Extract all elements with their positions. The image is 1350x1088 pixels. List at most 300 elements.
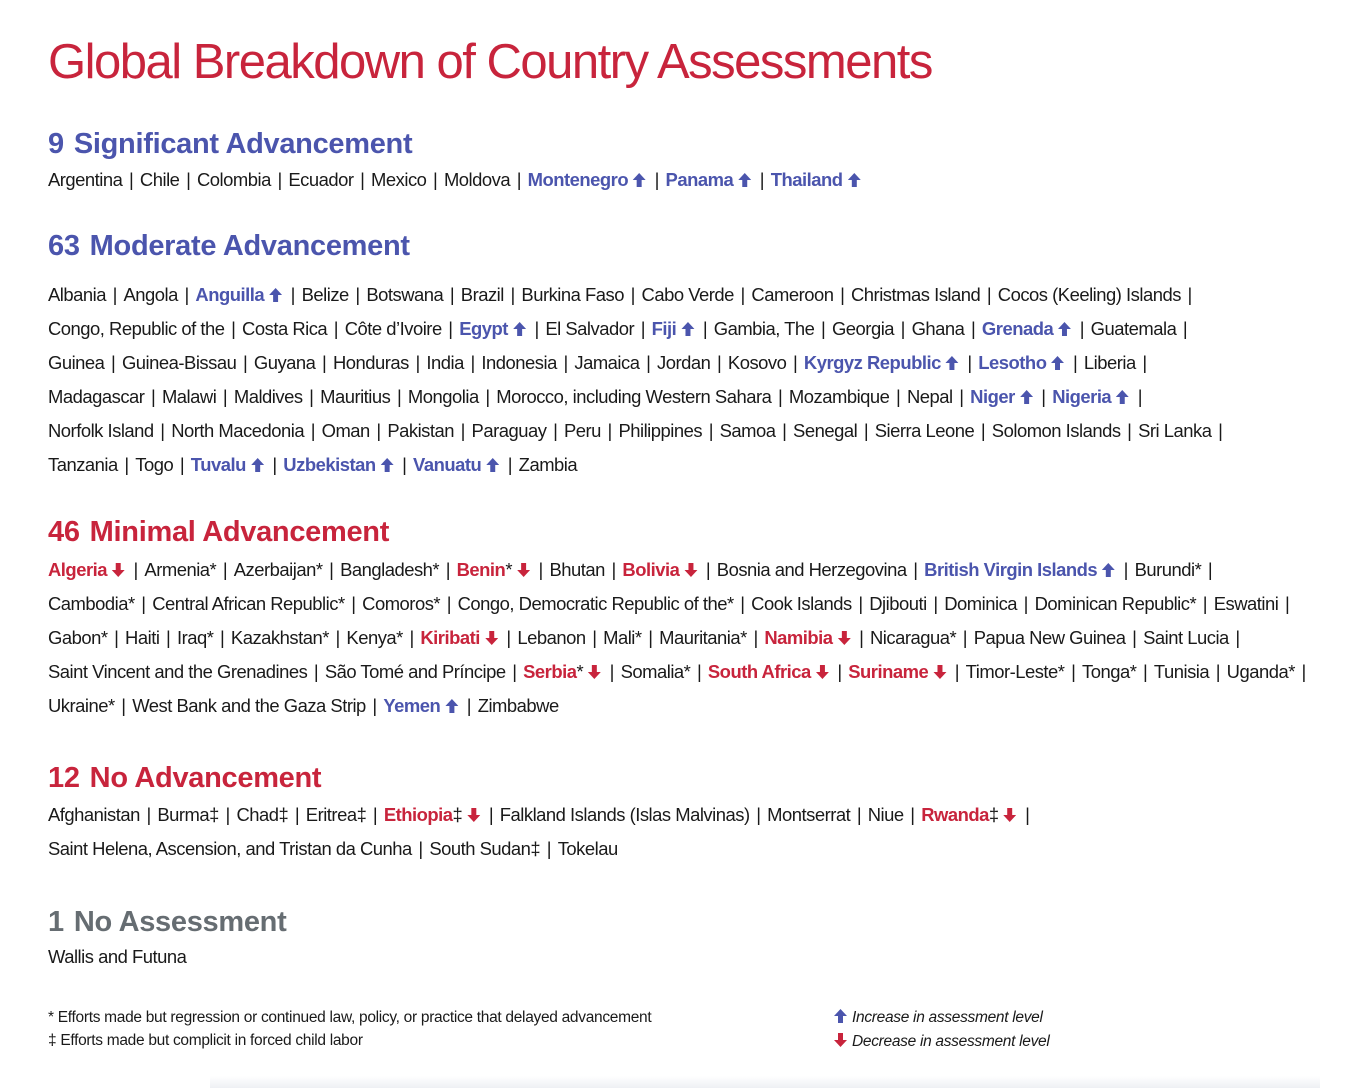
country-item — [618, 420, 702, 441]
country-item — [793, 420, 857, 441]
country-item — [603, 627, 641, 648]
separator: | — [832, 661, 847, 682]
country-name: Angola — [123, 284, 178, 305]
country-name: Panama — [665, 169, 734, 190]
country-name: Liberia — [1083, 352, 1136, 373]
separator: | — [735, 284, 750, 305]
country-item — [234, 386, 303, 407]
separator: | — [735, 593, 750, 614]
country-line — [48, 380, 1313, 414]
country-name: Costa Rica — [242, 318, 328, 339]
separator: | — [267, 454, 282, 475]
separator: | — [835, 284, 850, 305]
country-item — [420, 627, 499, 648]
country-item — [48, 386, 144, 407]
separator: | — [788, 352, 802, 373]
page-title: Global Breakdown of Country Assessments — [48, 35, 932, 89]
separator: | — [1068, 352, 1082, 373]
country-name: Namibia — [764, 627, 833, 648]
country-name: Guinea — [48, 352, 105, 373]
separator: | — [704, 420, 718, 441]
separator: | — [748, 627, 763, 648]
separator: | — [905, 804, 920, 825]
separator: | — [329, 318, 343, 339]
country-line — [48, 163, 1313, 196]
country-mark: ‡ — [988, 804, 999, 825]
country-item — [1035, 593, 1197, 614]
country-item — [1084, 352, 1136, 373]
country-item — [974, 627, 1126, 648]
country-name: Belize — [301, 284, 349, 305]
country-line — [48, 655, 1313, 689]
country-name: Congo, Republic of the — [48, 318, 225, 339]
separator: | — [1133, 386, 1143, 407]
country-name: Madagascar — [48, 386, 145, 407]
separator: | — [751, 804, 766, 825]
country-item — [622, 559, 699, 580]
country-item — [140, 169, 180, 190]
separator: | — [1127, 627, 1142, 648]
country-name: Nigeria — [1052, 386, 1112, 407]
separator: | — [529, 318, 544, 339]
country-name: Guyana — [253, 352, 316, 373]
country-item — [234, 559, 323, 580]
separator: | — [512, 169, 526, 190]
country-item — [48, 318, 225, 339]
country-name: Guatemala — [1090, 318, 1177, 339]
arrow-up-icon — [633, 164, 646, 197]
country-name: Burkina Faso — [521, 284, 625, 305]
country-item — [283, 454, 395, 475]
country-item — [461, 284, 504, 305]
separator: | — [397, 454, 412, 475]
country-item — [944, 593, 1017, 614]
separator: | — [484, 804, 498, 825]
country-item — [346, 627, 402, 648]
arrow-up-icon — [1058, 313, 1071, 347]
country-name: Brazil — [460, 284, 504, 305]
separator: | — [175, 454, 189, 475]
separator: | — [755, 169, 769, 190]
separator: | — [1138, 661, 1152, 682]
separator: | — [692, 661, 706, 682]
country-item — [457, 559, 532, 580]
country-name: Falkland Islands (Islas Malvinas) — [499, 804, 750, 825]
arrow-down-icon — [588, 656, 601, 690]
country-name: Suriname — [848, 661, 929, 682]
separator: | — [1019, 593, 1033, 614]
country-item — [124, 284, 178, 305]
country-name: Tonga* — [1082, 661, 1137, 682]
country-name: Maldives — [233, 386, 303, 407]
country-item — [459, 318, 528, 339]
country-name: Eritrea‡ — [305, 804, 367, 825]
separator: | — [445, 284, 459, 305]
section-count: 1 — [48, 906, 64, 938]
country-item — [771, 169, 863, 190]
separator: | — [853, 593, 868, 614]
separator: | — [650, 169, 664, 190]
separator: | — [350, 284, 365, 305]
country-item — [912, 318, 965, 339]
country-name: Ecuador — [288, 169, 354, 190]
arrow-up-icon — [269, 279, 282, 313]
country-name: Kyrgyz Republic — [803, 352, 941, 373]
arrow-up-icon — [847, 164, 860, 197]
arrow-down-icon — [1004, 799, 1017, 833]
separator: | — [155, 420, 170, 441]
country-name: Cameroon — [751, 284, 834, 305]
country-name: Timor-Leste* — [965, 661, 1065, 682]
country-item — [523, 661, 603, 682]
separator: | — [124, 169, 138, 190]
separator: | — [1213, 420, 1223, 441]
country-name: Tokelau — [557, 838, 618, 859]
country-item — [767, 804, 850, 825]
country-name: Mongolia — [407, 386, 479, 407]
arrow-up-icon — [513, 313, 526, 347]
separator: | — [501, 627, 516, 648]
country-name: Christmas Island — [850, 284, 981, 305]
country-item — [387, 420, 454, 441]
separator: | — [854, 627, 869, 648]
section-label: Minimal Advancement — [89, 516, 390, 548]
country-item — [302, 284, 349, 305]
separator: | — [542, 838, 556, 859]
country-item — [1143, 627, 1229, 648]
country-name: Paraguay — [471, 420, 547, 441]
country-item — [236, 804, 288, 825]
country-name: Nepal — [906, 386, 953, 407]
country-item — [408, 386, 479, 407]
country-item — [306, 804, 367, 825]
country-item — [1138, 420, 1211, 441]
separator: | — [346, 593, 361, 614]
country-item — [666, 169, 754, 190]
country-item — [720, 420, 776, 441]
section-minimal-advancement — [48, 516, 1318, 723]
country-name: Cook Islands — [751, 593, 852, 614]
country-item — [751, 593, 852, 614]
country-name: Comoros* — [362, 593, 441, 614]
country-name: Botswana — [366, 284, 444, 305]
country-name: Jordan — [657, 352, 711, 373]
country-name: Iraq* — [176, 627, 214, 648]
arrow-down-icon — [834, 1031, 847, 1054]
country-name: Bangladesh* — [340, 559, 440, 580]
country-name: Dominica — [944, 593, 1018, 614]
country-name: Azerbaijan* — [233, 559, 323, 580]
legend-increase — [834, 1006, 1050, 1030]
country-mark: * — [576, 661, 584, 682]
section-label: Moderate Advancement — [89, 230, 410, 262]
separator: | — [226, 318, 241, 339]
separator: | — [712, 352, 726, 373]
separator: | — [1122, 420, 1137, 441]
country-item — [362, 593, 440, 614]
separator: | — [1296, 661, 1306, 682]
separator: | — [306, 420, 320, 441]
country-name: Rwanda — [921, 804, 989, 825]
country-name: Albania — [48, 284, 106, 305]
section-count: 46 — [48, 516, 80, 548]
country-name: Kosovo — [727, 352, 787, 373]
arrow-up-icon — [1051, 347, 1064, 381]
country-item — [254, 352, 316, 373]
section-heading — [48, 128, 1318, 161]
separator: | — [908, 559, 923, 580]
country-name: Zambia — [518, 454, 578, 475]
country-name: Jamaica — [574, 352, 640, 373]
separator: | — [773, 386, 787, 407]
country-name: Lesotho — [978, 352, 1047, 373]
country-item — [177, 627, 213, 648]
country-name: Argentina — [48, 169, 123, 190]
country-name: South Africa — [707, 661, 811, 682]
country-item — [1135, 559, 1202, 580]
separator: | — [367, 695, 382, 716]
country-item — [195, 284, 284, 305]
separator: | — [146, 386, 160, 407]
separator: | — [1066, 661, 1081, 682]
country-item — [48, 352, 104, 373]
country-item — [242, 318, 327, 339]
country-line — [48, 414, 1313, 448]
separator: | — [698, 318, 712, 339]
separator: | — [1137, 352, 1147, 373]
arrow-up-icon — [834, 1007, 847, 1030]
arrow-down-icon — [838, 622, 851, 656]
country-name: Togo — [135, 454, 174, 475]
country-name: Algeria — [48, 559, 107, 580]
country-item — [500, 804, 750, 825]
country-name: Moldova — [443, 169, 511, 190]
country-item — [197, 169, 271, 190]
country-item — [869, 593, 926, 614]
country-name: Central African Republic* — [152, 593, 345, 614]
separator: | — [1182, 284, 1192, 305]
separator: | — [109, 627, 124, 648]
separator: | — [976, 420, 990, 441]
country-item — [521, 284, 624, 305]
country-item — [907, 386, 953, 407]
arrow-up-icon — [738, 164, 751, 197]
legend-decrease — [834, 1030, 1050, 1054]
section-heading — [48, 906, 1318, 939]
country-item — [384, 804, 482, 825]
arrow-down-icon — [467, 799, 480, 833]
country-name: Ethiopia — [383, 804, 453, 825]
country-item — [708, 661, 831, 682]
country-item — [714, 318, 815, 339]
country-name: Mali* — [603, 627, 642, 648]
separator: | — [558, 352, 573, 373]
country-line — [48, 346, 1313, 380]
country-item — [545, 318, 634, 339]
country-item — [444, 169, 510, 190]
arrow-up-icon — [486, 449, 499, 483]
country-item — [657, 352, 710, 373]
country-item — [48, 661, 307, 682]
separator: | — [218, 559, 232, 580]
country-item — [48, 559, 127, 580]
country-name: Peru — [563, 420, 601, 441]
separator: | — [982, 284, 996, 305]
separator: | — [777, 420, 792, 441]
separator: | — [1203, 559, 1213, 580]
section-no-assessment — [48, 906, 1318, 972]
country-item — [413, 454, 501, 475]
country-name: West Bank and the Gaza Strip — [132, 695, 366, 716]
country-item — [288, 169, 353, 190]
country-name: Colombia — [196, 169, 271, 190]
section-heading — [48, 762, 1318, 795]
separator: | — [161, 627, 175, 648]
country-line — [48, 832, 1313, 866]
country-item — [371, 169, 426, 190]
country-item — [832, 318, 894, 339]
separator: | — [1211, 661, 1225, 682]
country-name: Sri Lanka — [1138, 420, 1212, 441]
country-list — [48, 163, 1318, 196]
country-name: Gabon* — [48, 627, 108, 648]
country-name: Chad‡ — [236, 804, 289, 825]
separator: | — [958, 627, 972, 648]
country-name: Niger — [970, 386, 1015, 407]
country-name: Mauritania* — [659, 627, 747, 648]
separator: | — [368, 804, 382, 825]
country-name: Benin — [456, 559, 506, 580]
country-item — [345, 318, 442, 339]
section-label: Significant Advancement — [73, 128, 413, 160]
country-name: Tunisia — [1153, 661, 1210, 682]
country-name: Malawi — [161, 386, 217, 407]
arrow-down-icon — [816, 656, 829, 690]
country-item — [366, 284, 443, 305]
separator: | — [128, 559, 143, 580]
country-name: Congo, Democratic Republic of the* — [457, 593, 734, 614]
separator: | — [816, 318, 830, 339]
country-name: Niue — [867, 804, 904, 825]
country-item — [921, 804, 1018, 825]
country-name: Eswatini — [1213, 593, 1279, 614]
country-name: Serbia — [523, 661, 577, 682]
country-name: Senegal — [793, 420, 858, 441]
country-name: Bolivia — [622, 559, 680, 580]
country-item — [621, 661, 691, 682]
country-item — [48, 454, 118, 475]
section-no-advancement — [48, 762, 1318, 866]
separator: | — [1075, 318, 1089, 339]
separator: | — [548, 420, 562, 441]
country-name: North Macedonia — [171, 420, 305, 441]
country-name: Grenada — [981, 318, 1054, 339]
country-item — [48, 838, 412, 859]
country-name: Vanuatu — [413, 454, 482, 475]
country-name: Mexico — [371, 169, 427, 190]
legend-increase-label: Increase in assessment level — [852, 1009, 1043, 1026]
separator: | — [238, 352, 252, 373]
separator: | — [950, 661, 964, 682]
country-name: Indonesia — [481, 352, 557, 373]
section-count: 12 — [48, 762, 80, 794]
separator: | — [641, 352, 656, 373]
country-name: Kenya* — [346, 627, 403, 648]
country-name: Pakistan — [387, 420, 455, 441]
country-name: Kiribati — [420, 627, 480, 648]
country-item — [1091, 318, 1177, 339]
country-item — [868, 804, 904, 825]
separator: | — [181, 169, 195, 190]
separator: | — [215, 627, 229, 648]
country-item — [152, 593, 344, 614]
separator: | — [304, 386, 319, 407]
country-name: British Virgin Islands — [924, 559, 1098, 580]
country-name: Morocco, including Western Sahara — [496, 386, 772, 407]
separator: | — [220, 804, 235, 825]
country-line — [48, 798, 1313, 832]
arrow-down-icon — [112, 554, 125, 588]
country-name: Uzbekistan — [283, 454, 376, 475]
country-item — [48, 695, 115, 716]
country-item — [426, 352, 463, 373]
country-name: Egypt — [459, 318, 508, 339]
country-name: Cabo Verde — [641, 284, 734, 305]
country-item — [875, 420, 975, 441]
arrow-up-icon — [946, 347, 959, 381]
section-moderate-advancement — [48, 230, 1318, 482]
country-name: Armenia* — [144, 559, 217, 580]
country-mark: ‡ — [452, 804, 463, 825]
country-name: Montserrat — [767, 804, 851, 825]
country-item — [751, 284, 833, 305]
country-name: Bosnia and Herzegovina — [716, 559, 907, 580]
country-name: Ukraine* — [48, 695, 115, 716]
separator: | — [355, 169, 370, 190]
separator: | — [290, 804, 304, 825]
separator: | — [404, 627, 419, 648]
country-list — [48, 278, 1318, 482]
country-name: Honduras — [332, 352, 409, 373]
section-label: No Assessment — [73, 906, 287, 938]
country-name: Afghanistan — [48, 804, 140, 825]
country-item — [48, 593, 135, 614]
country-item — [848, 661, 948, 682]
separator: | — [428, 169, 442, 190]
separator: | — [392, 386, 406, 407]
country-item — [517, 627, 585, 648]
country-line — [48, 621, 1313, 655]
country-item — [157, 804, 219, 825]
country-item — [528, 169, 648, 190]
country-name: Bhutan — [549, 559, 605, 580]
arrow-up-icon — [381, 449, 394, 483]
legend-decrease-label: Decrease in assessment level — [852, 1033, 1050, 1050]
separator: | — [1230, 627, 1240, 648]
country-name: Zimbabwe — [477, 695, 559, 716]
country-item — [652, 318, 697, 339]
country-item — [558, 838, 618, 859]
country-item — [481, 352, 556, 373]
country-name: Chile — [139, 169, 180, 190]
country-name: Wallis and Futuna — [48, 946, 187, 967]
section-significant-advancement — [48, 128, 1318, 196]
separator: | — [891, 386, 905, 407]
country-name: Samoa — [719, 420, 776, 441]
country-line — [48, 448, 1313, 482]
section-label: No Advancement — [89, 762, 322, 794]
arrow-up-icon — [1020, 381, 1033, 415]
